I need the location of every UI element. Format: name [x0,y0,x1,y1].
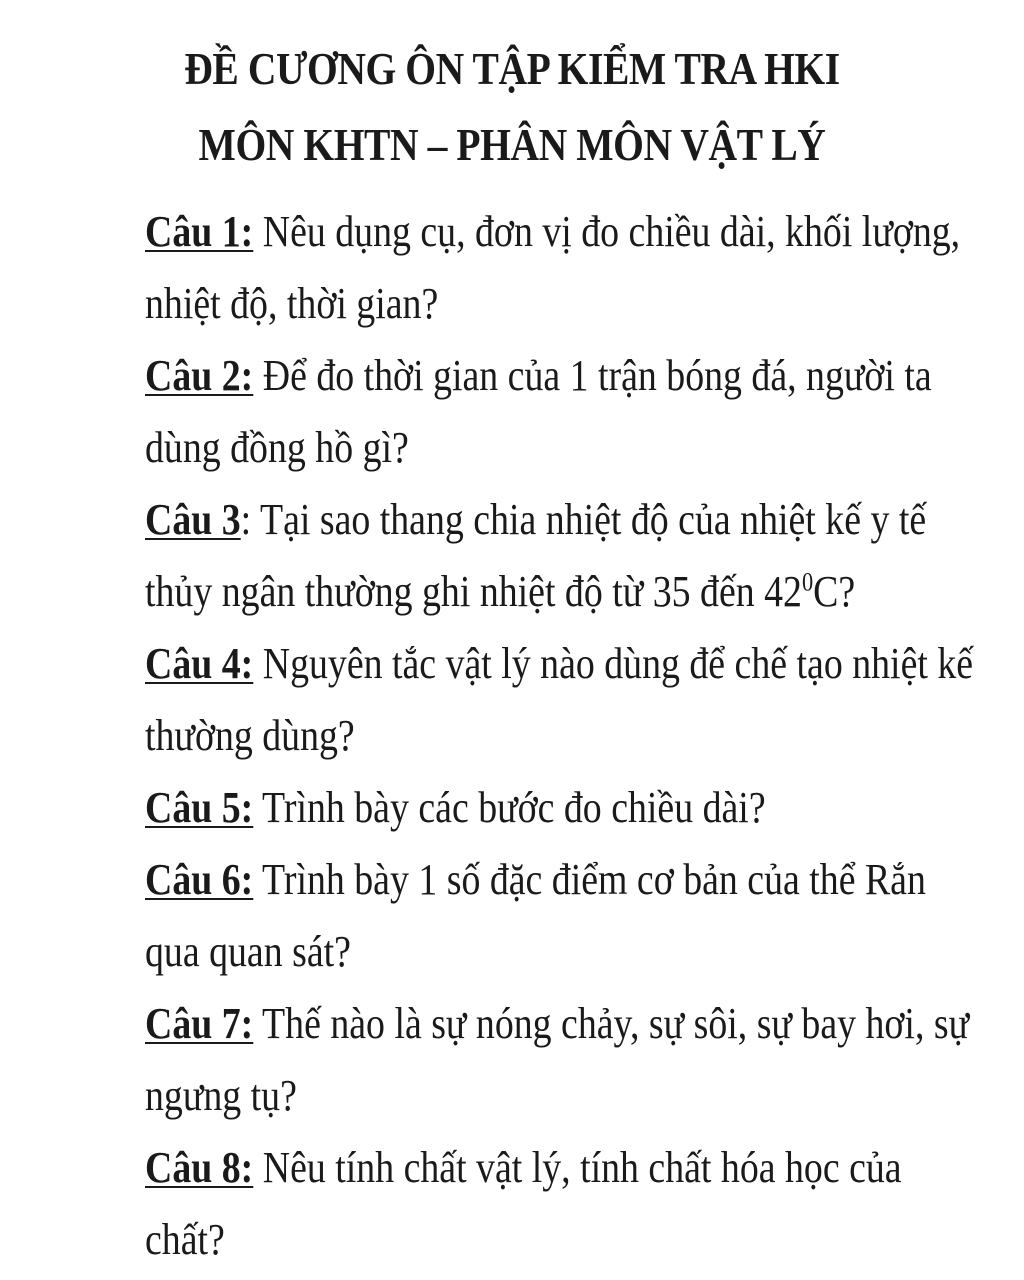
question-6 [145,844,975,988]
question-3-text-post: C? [813,567,856,616]
question-6-text: Trình bày 1 số đặc điểm cơ bản của thể Rắn [253,855,926,904]
question-5-label: Câu 5: [145,783,254,832]
question-1-label: Câu 1: [145,207,254,256]
question-7-line-2: ngưng tụ? [145,1071,297,1120]
question-4-label: Câu 4: [145,639,254,688]
question-list [145,196,975,1276]
question-3-text-pre: thủy ngân thường ghi nhiệt độ từ 35 đến 42 [145,567,802,616]
question-3-line-2 [145,556,975,628]
question-1-line-1 [145,196,975,268]
question-5 [145,772,975,844]
question-3-line-1 [145,484,975,556]
question-2-line-2: dùng đồng hồ gì? [145,423,409,472]
question-5-text: Trình bày các bước đo chiều dài? [253,783,766,832]
question-3-text: : Tại sao thang chia nhiệt độ của nhiệt kế y tế [240,495,927,544]
question-8-line-1 [145,1132,975,1204]
question-7-text: Thế nào là sự nóng chảy, sự sôi, sự bay hơi, sự [253,999,970,1048]
question-6-line-2: qua quan sát? [145,927,351,976]
question-2-label: Câu 2: [145,351,254,400]
question-4 [145,628,975,772]
question-6-label: Câu 6: [145,855,254,904]
question-2-text: Để đo thời gian của 1 trận bóng đá, người ta [253,351,932,400]
question-7-line-1 [145,988,975,1060]
question-2-line-1 [145,340,975,412]
question-7 [145,988,975,1132]
document-subtitle: MÔN KHTN – PHÂN MÔN VẬT LÝ [198,119,826,170]
question-1 [145,196,975,340]
question-6-line-1 [145,844,975,916]
document-title: ĐỀ CƯƠNG ÔN TẬP KIỂM TRA HKI [184,43,840,94]
question-3-label: Câu 3 [145,495,241,544]
question-3 [145,484,975,628]
question-1-text: Nêu dụng cụ, đơn vị đo chiều dài, khối lượng, [253,207,961,256]
question-8-label: Câu 8: [145,1143,254,1192]
question-4-text: Nguyên tắc vật lý nào dùng để chế tạo nhiệt kế [253,639,974,688]
question-8-text: Nêu tính chất vật lý, tính chất hóa học của [253,1143,902,1192]
question-1-line-2: nhiệt độ, thời gian? [145,279,439,328]
question-2 [145,340,975,484]
question-8-line-2: chất? [145,1215,225,1264]
question-5-line-1 [145,772,975,844]
question-7-label: Câu 7: [145,999,254,1048]
question-8 [145,1132,975,1276]
degree-superscript: 0 [801,567,814,597]
question-4-line-1 [145,628,975,700]
question-4-line-2: thường dùng? [145,711,355,760]
